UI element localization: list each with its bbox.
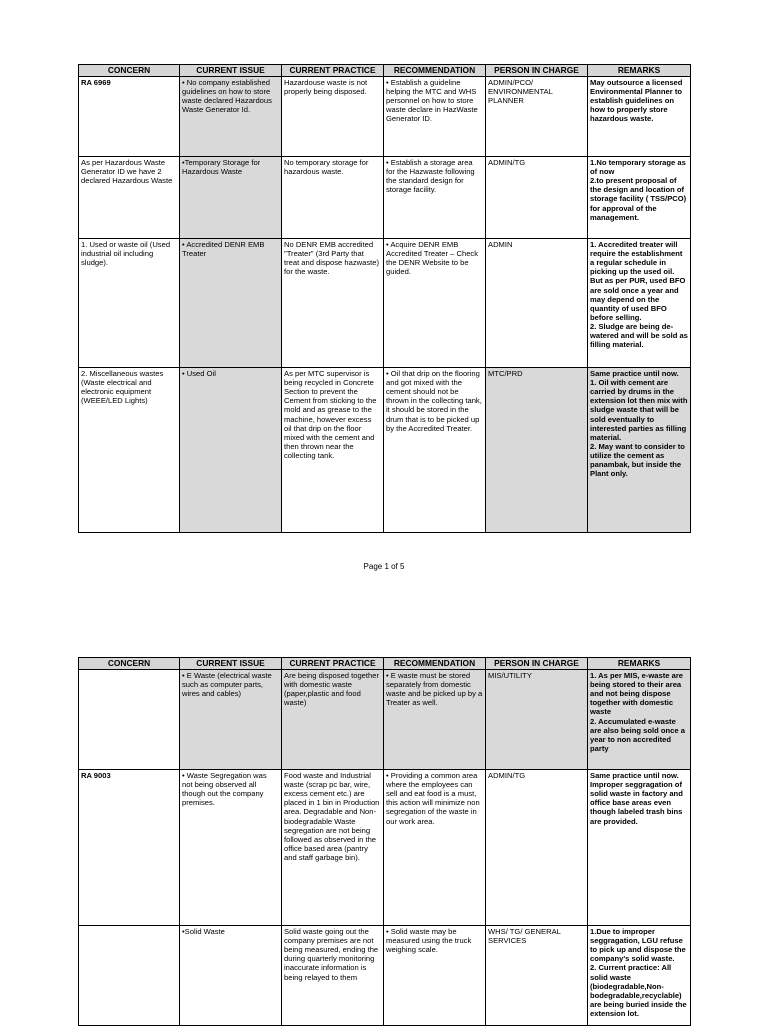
header-recommendation: RECOMMENDATION bbox=[384, 65, 486, 77]
table-row bbox=[79, 368, 691, 533]
header-remarks: REMARKS bbox=[588, 65, 691, 77]
current-practice-cell: Food waste and Industrial waste (scrap pc bar, wire, excess cement etc.) are placed in 1 bin in Production area. Degradable and Non-biodegradable Waste segregation are not being followed as observed in the office based area (pantry and staff garbage bin). bbox=[282, 770, 384, 926]
person-in-charge-cell: MIS/UTILITY bbox=[486, 670, 588, 770]
recommendation-cell: • Solid waste may be measured using the truck weighing scale. bbox=[384, 926, 486, 1026]
current-issue-cell: • Waste Segregation was not being observed all though out the company premises. bbox=[180, 770, 282, 926]
current-practice-cell: No DENR EMB accredited "Treater" (3rd Party that treat and dispose hazwaste) for the waste. bbox=[282, 239, 384, 368]
remarks-cell: 1.Due to improper seggragation, LGU refuse to pick up and dispose the company's solid waste. 2. Current practice: All solid waste (biodegradable,Non-bodegradable,recyclable) are being buried inside the extension lot. bbox=[588, 926, 691, 1026]
table-row bbox=[79, 77, 691, 157]
remarks-cell: Same practice until now. Improper seggragation of solid waste in factory and office base areas even though labeled trash bins are provided. bbox=[588, 770, 691, 926]
remarks-cell: May outsource a licensed Environmental Planner to establish guidelines on how to properly store hazardous waste. bbox=[588, 77, 691, 157]
current-practice-cell: Solid waste going out the company premises are not being measured, ending the during quarterly monitoring inaccurate information is being relayed to them bbox=[282, 926, 384, 1026]
current-issue-cell: • E Waste (electrical waste such as computer parts, wires and cables) bbox=[180, 670, 282, 770]
current-issue-cell: •Temporary Storage for Hazardous Waste bbox=[180, 157, 282, 239]
remarks-cell: 1. Accredited treater will require the establishment a regular schedule in picking up the used oil. But as per PUR, used BFO are sold once a year and may depend on the quantity of used BFO before selling. 2. Sludge are being de-watered and will be sold as filling material. bbox=[588, 239, 691, 368]
header-current-practice: CURRENT PRACTICE bbox=[282, 658, 384, 670]
concern-cell: RA 9003 bbox=[79, 770, 180, 926]
table-header-row bbox=[79, 658, 691, 670]
header-current-issue: CURRENT ISSUE bbox=[180, 658, 282, 670]
current-issue-cell: •Solid Waste bbox=[180, 926, 282, 1026]
concern-cell: 2. Miscellaneous wastes (Waste electrical and electronic equipment (WEEE/LED Lights) bbox=[79, 368, 180, 533]
header-current-practice: CURRENT PRACTICE bbox=[282, 65, 384, 77]
remarks-cell: 1. As per MIS, e-waste are being stored to their area and not being dispose together with domestic waste 2. Accumulated e-waste are also being sold once a year to non accredited party bbox=[588, 670, 691, 770]
current-issue-cell: • Accredited DENR EMB Treater bbox=[180, 239, 282, 368]
person-in-charge-cell: ADMIN/PCO/ ENVIRONMENTAL PLANNER bbox=[486, 77, 588, 157]
table-row bbox=[79, 926, 691, 1026]
recommendation-cell: • Acquire DENR EMB Accredited Treater – Check the DENR Website to be guided. bbox=[384, 239, 486, 368]
waste-table-page-1 bbox=[78, 64, 691, 533]
table-row bbox=[79, 157, 691, 239]
header-person-in-charge: PERSON IN CHARGE bbox=[486, 658, 588, 670]
recommendation-cell: • Providing a common area where the employees can sell and eat food is a must, this action will minimize non segregation of the waste in our work area. bbox=[384, 770, 486, 926]
recommendation-cell: • Establish a guideline helping the MTC and WHS personnel on how to store waste declare in HazWaste Generator ID. bbox=[384, 77, 486, 157]
person-in-charge-cell: ADMIN/TG bbox=[486, 770, 588, 926]
current-practice-cell: Hazardouse waste is not properly being disposed. bbox=[282, 77, 384, 157]
current-practice-cell: As per MTC supervisor is being recycled in Concrete Section to prevent the Cement from sticking to the mold and as grease to the machine, however excess oil that drip on the floor mixed with the cement and then thrown near the collecting tank. bbox=[282, 368, 384, 533]
header-remarks: REMARKS bbox=[588, 658, 691, 670]
recommendation-cell: • Establish a storage area for the Hazwaste following the standard design for storage facility. bbox=[384, 157, 486, 239]
person-in-charge-cell: WHS/ TG/ GENERAL SERVICES bbox=[486, 926, 588, 1026]
person-in-charge-cell: MTC/PRD bbox=[486, 368, 588, 533]
table-header-row bbox=[79, 65, 691, 77]
header-person-in-charge: PERSON IN CHARGE bbox=[486, 65, 588, 77]
person-in-charge-cell: ADMIN bbox=[486, 239, 588, 368]
concern-cell: As per Hazardous Waste Generator ID we have 2 declared Hazardous Waste bbox=[79, 157, 180, 239]
table-row bbox=[79, 670, 691, 770]
concern-cell bbox=[79, 670, 180, 770]
current-issue-cell: • Used Oil bbox=[180, 368, 282, 533]
concern-cell: RA 6969 bbox=[79, 77, 180, 157]
remarks-cell: 1.No temporary storage as of now 2.to present proposal of the design and location of storage facility ( TSS/PCO) for approval of the management. bbox=[588, 157, 691, 239]
current-issue-cell: • No company established guidelines on how to store waste declared Hazardous Waste Generator Id. bbox=[180, 77, 282, 157]
remarks-cell: Same practice until now. 1. Oil with cement are carried by drums in the extension lot then mix with sludge waste that will be sold eventually to interested parties as filling material. 2. May want to consider to utilize the cement as panambak, but inside the Plant only. bbox=[588, 368, 691, 533]
table-row bbox=[79, 239, 691, 368]
recommendation-cell: • E waste must be stored separately from domestic waste and be picked up by a Treater as well. bbox=[384, 670, 486, 770]
concern-cell bbox=[79, 926, 180, 1026]
header-recommendation: RECOMMENDATION bbox=[384, 658, 486, 670]
recommendation-cell: • Oil that drip on the flooring and got mixed with the cement should not be thrown in the collecting tank, it should be stored in the drum that is to be picked up by the Accredited Treater. bbox=[384, 368, 486, 533]
current-practice-cell: Are being disposed together with domestic waste (paper,plastic and food waste) bbox=[282, 670, 384, 770]
table-row bbox=[79, 770, 691, 926]
header-concern: CONCERN bbox=[79, 65, 180, 77]
current-practice-cell: No temporary storage for hazardous waste. bbox=[282, 157, 384, 239]
page-number: Page 1 of 5 bbox=[363, 562, 405, 571]
person-in-charge-cell: ADMIN/TG bbox=[486, 157, 588, 239]
header-concern: CONCERN bbox=[79, 658, 180, 670]
header-current-issue: CURRENT ISSUE bbox=[180, 65, 282, 77]
concern-cell: 1. Used or waste oil (Used industrial oil including sludge). bbox=[79, 239, 180, 368]
waste-table-page-2 bbox=[78, 657, 691, 1026]
